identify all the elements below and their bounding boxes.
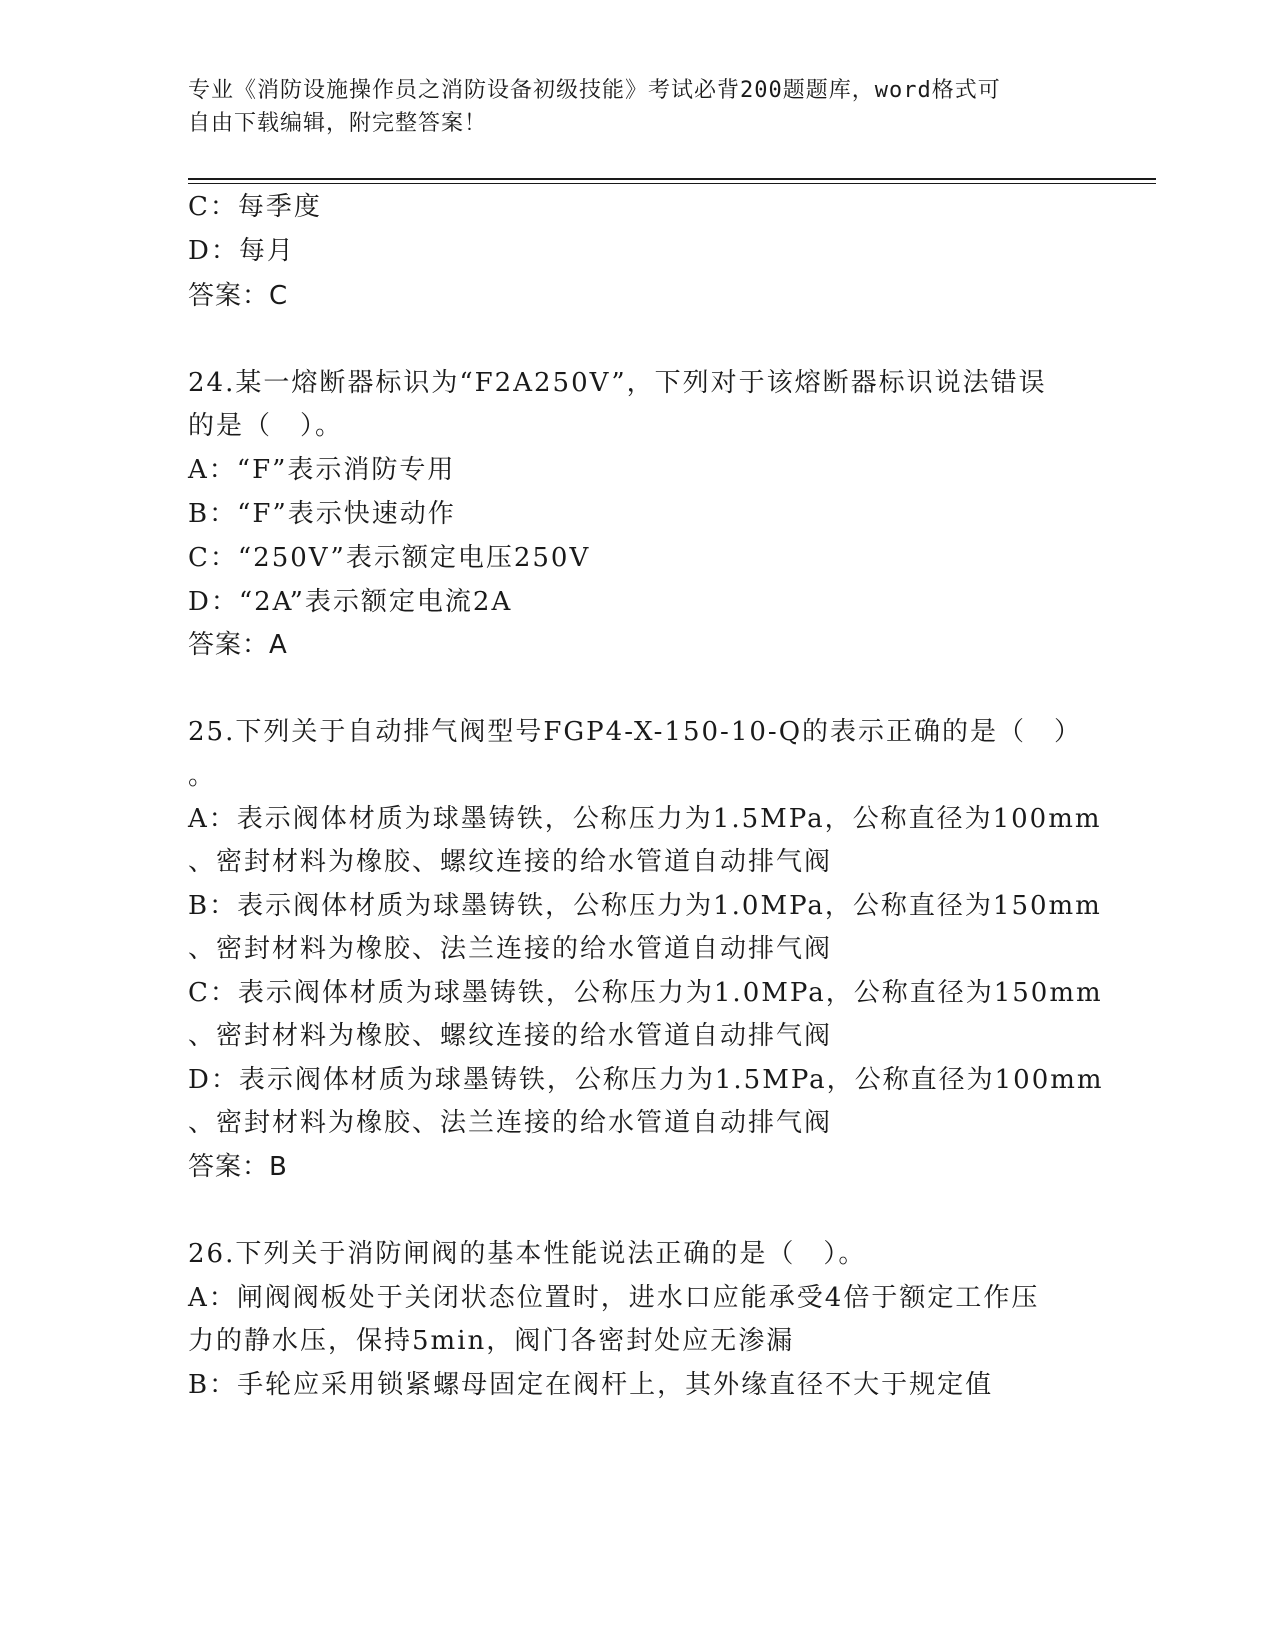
q24-option-c: C：“250V”表示额定电压250V [188,543,591,573]
q26-option-a-line-2: 力的静水压，保持5min，阀门各密封处应无渗漏 [188,1326,795,1356]
q25-stem-line-2: 。 [188,761,217,791]
header-line-1: 专业《消防设施操作员之消防设备初级技能》考试必背200题题库，word格式可 [188,78,1001,103]
q25-option-b-line-1: B：表示阀体材质为球墨铸铁，公称压力为1.0MPa，公称直径为150mm [188,891,1102,921]
header-line-2: 自由下载编辑，附完整答案！ [188,111,488,136]
q24-stem-line-2: 的是（ ）。 [188,411,344,441]
q23-option-c: C：每季度 [188,192,322,222]
q23-answer: 答案：C [188,281,289,311]
q25-option-c-line-1: C：表示阀体材质为球墨铸铁，公称压力为1.0MPa，公称直径为150mm [188,978,1103,1008]
q24-stem-line-1: 24.某一熔断器标识为“F2A250V”，下列对于该熔断器标识说法错误 [188,368,1047,398]
q24-option-b: B：“F”表示快速动作 [188,499,456,529]
q25-stem-line-1: 25.下列关于自动排气阀型号FGP4-X-150-10-Q的表示正确的是（ ） [188,717,1083,747]
q26-option-a-line-1: A：闸阀阀板处于关闭状态位置时，进水口应能承受4倍于额定工作压 [188,1283,1040,1313]
q25-option-a-line-1: A：表示阀体材质为球墨铸铁，公称压力为1.5MPa，公称直径为100mm [188,804,1102,834]
q23-option-d: D：每月 [188,236,295,266]
header-rule-thin [188,183,1156,184]
q24-option-a: A：“F”表示消防专用 [188,455,456,485]
q25-option-c-line-2: 、密封材料为橡胶、螺纹连接的给水管道自动排气阀 [188,1021,833,1051]
document-header [188,74,1088,140]
q26-option-b-line-1: B：手轮应采用锁紧螺母固定在阀杆上，其外缘直径不大于规定值 [188,1370,994,1400]
q25-option-d-line-1: D：表示阀体材质为球墨铸铁，公称压力为1.5MPa，公称直径为100mm [188,1065,1104,1095]
q25-option-a-line-2: 、密封材料为橡胶、螺纹连接的给水管道自动排气阀 [188,847,833,877]
q25-option-d-line-2: 、密封材料为橡胶、法兰连接的给水管道自动排气阀 [188,1108,833,1138]
q24-answer: 答案：A [188,630,288,660]
header-rule-thick [188,178,1156,180]
q25-option-b-line-2: 、密封材料为橡胶、法兰连接的给水管道自动排气阀 [188,934,833,964]
q26-stem-line-1: 26.下列关于消防闸阀的基本性能说法正确的是（ ）。 [188,1239,867,1269]
q25-answer: 答案：B [188,1152,288,1182]
q24-option-d: D：“2A”表示额定电流2A [188,587,513,617]
